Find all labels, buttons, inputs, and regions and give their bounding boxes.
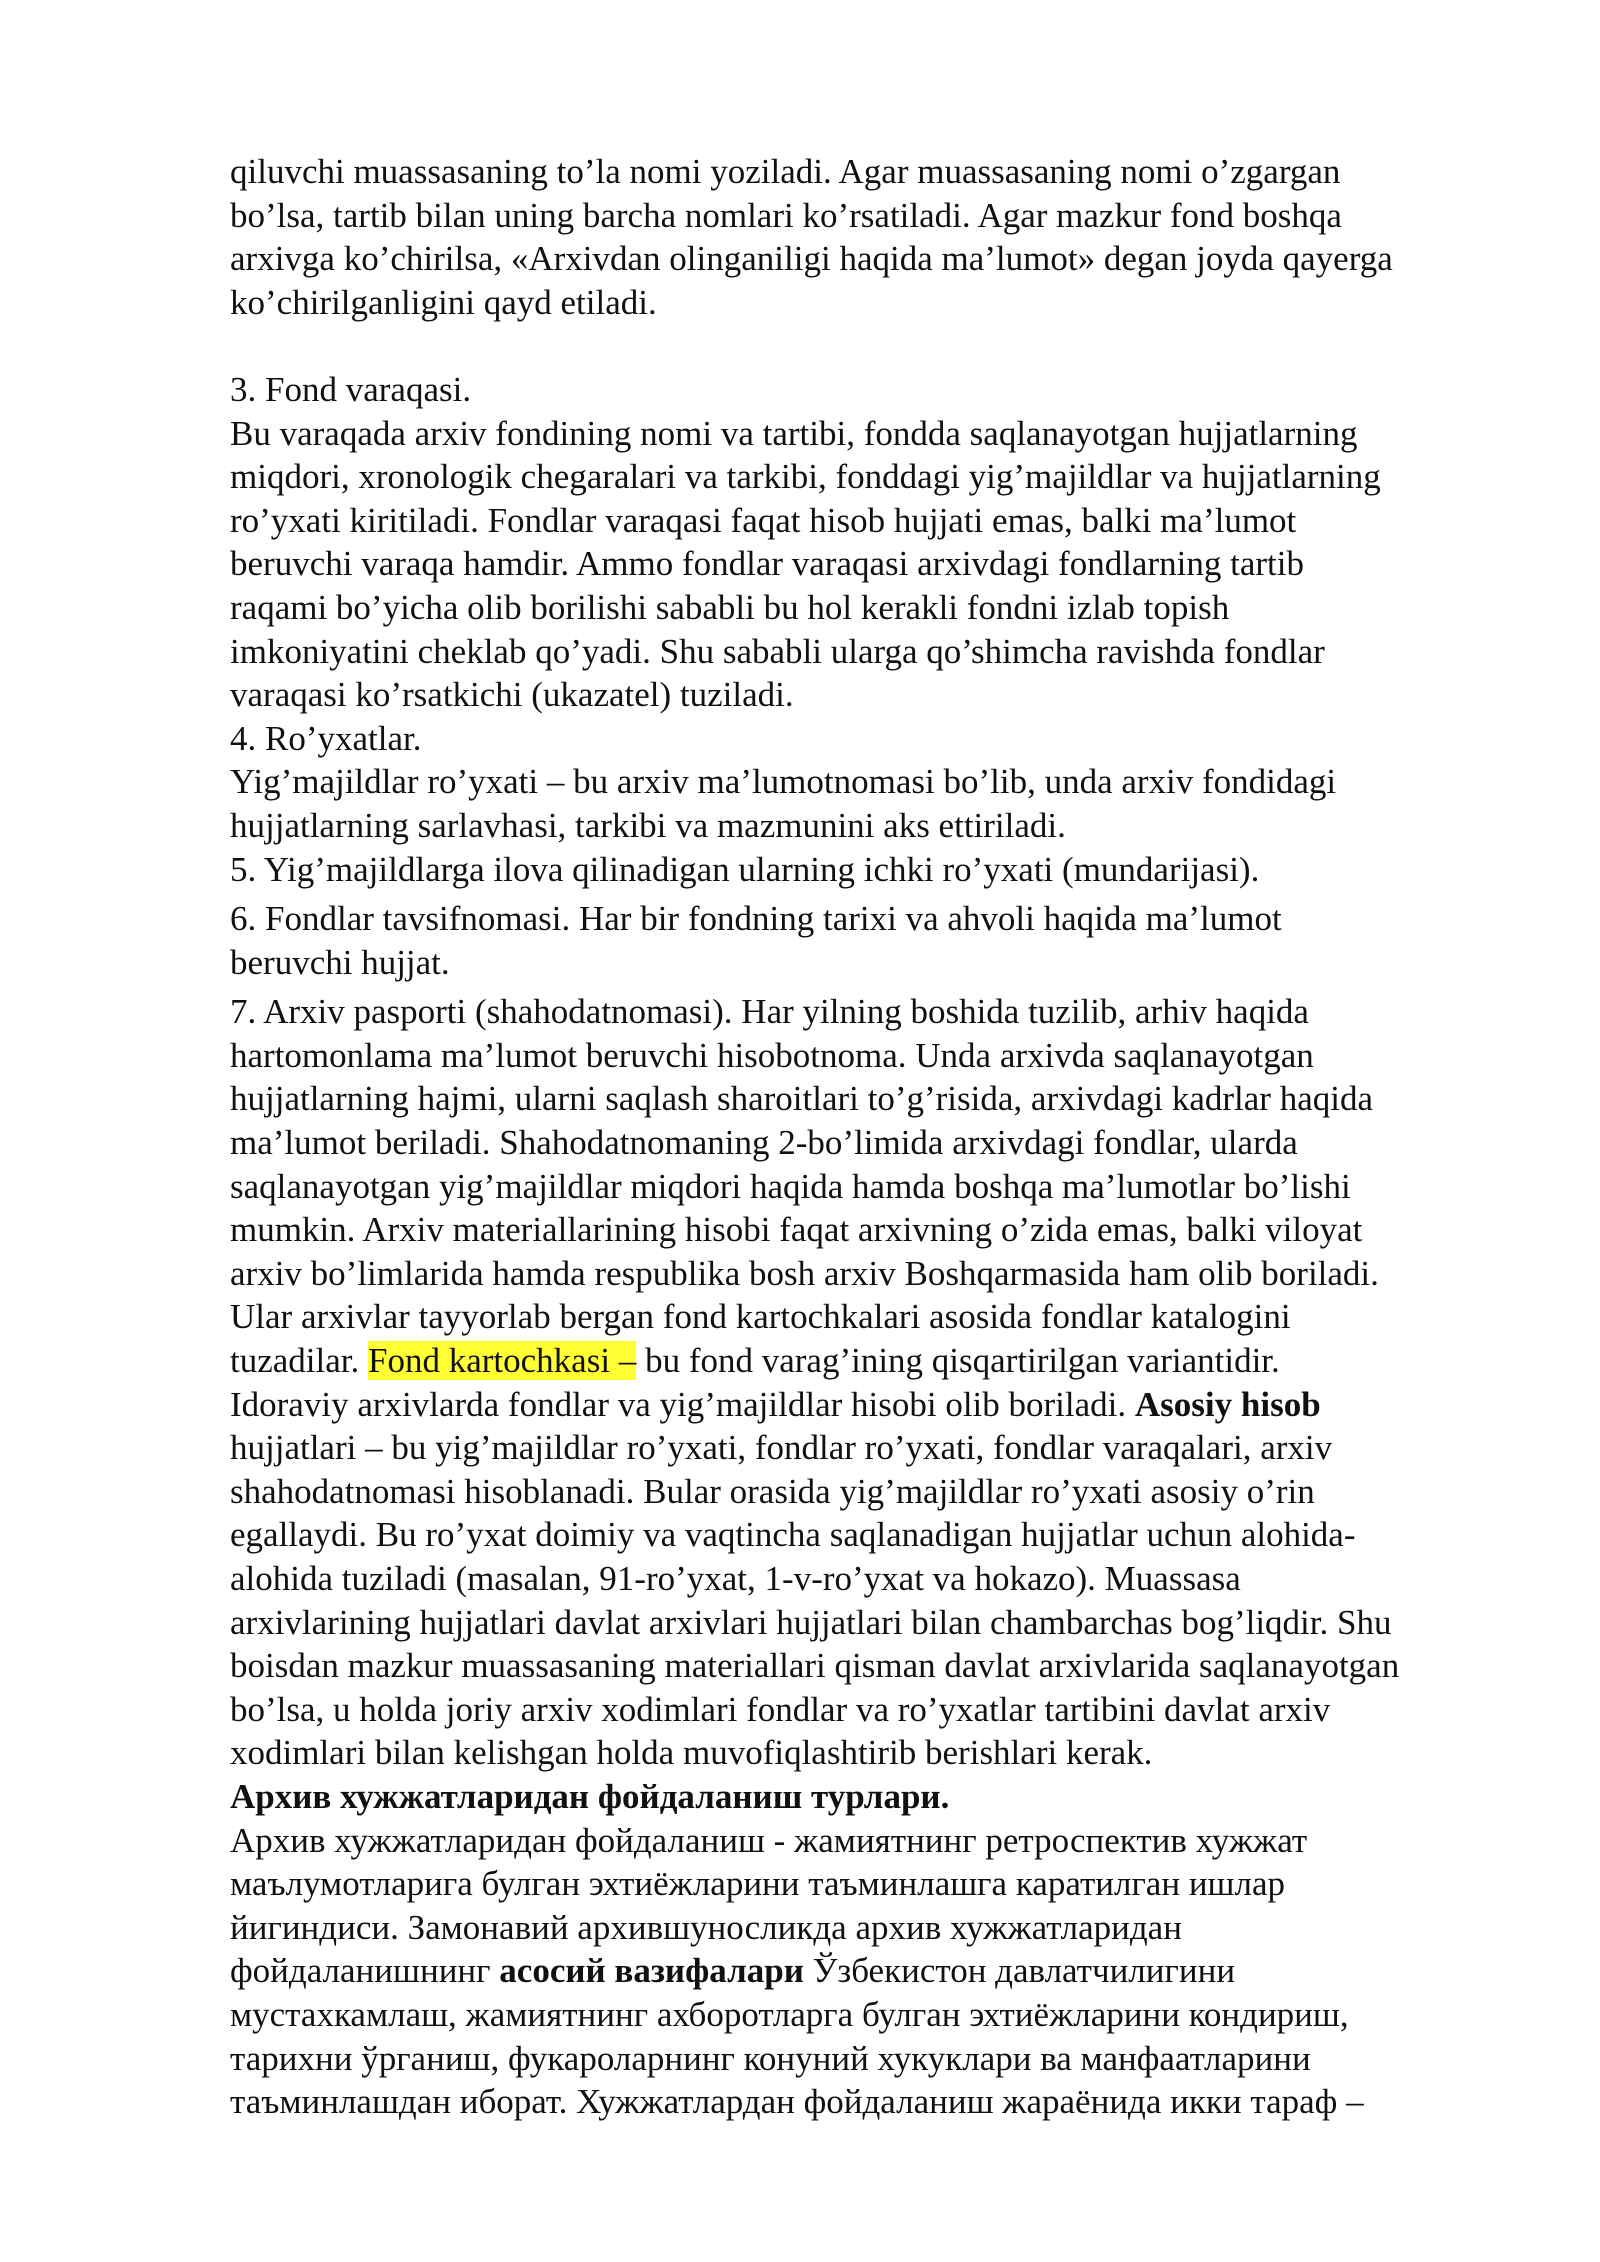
bold-term: асосий вазифалари <box>499 1951 804 1991</box>
highlighted-term: Fond kartochkasi – <box>368 1341 637 1381</box>
text-line: miqdori, xronologik chegaralari va tarkibi, fonddagi yig’majildlar va hujjatlarning <box>230 457 1381 497</box>
text-run: Idoraviy arxivlarda fondlar va yig’majildlar hisobi olib boriladi. <box>230 1384 1135 1424</box>
text-line: xodimlari bilan kelishgan holda muvofiqlashtirib berishlari kerak. <box>230 1733 1153 1773</box>
text-line: hujjatlari – bu yig’majildlar ro’yxati, fondlar ro’yxati, fondlar varaqalari, arxiv <box>230 1428 1333 1468</box>
text-line: ro’yxati kiritiladi. Fondlar varaqasi faqat hisob hujjati emas, balki ma’lumot <box>230 500 1297 540</box>
text-line: hartomonlama ma’lumot beruvchi hisobotnoma. Unda arxivda saqlanayotgan <box>230 1035 1314 1075</box>
text-line: shahodatnomasi hisoblanadi. Bular orasida yig’majildlar ro’yxati asosiy o’rin <box>230 1471 1315 1511</box>
section-title: 4. Ro’yxatlar. <box>230 718 422 758</box>
text-line: arxivlarining hujjatlari davlat arxivlari hujjatlari bilan chambarchas bog’liqdir. Shu <box>230 1602 1392 1642</box>
text-line: ko’chirilganligini qayd etiladi. <box>230 282 657 322</box>
text-line <box>230 1949 1500 1993</box>
text-line: bo’lsa, tartib bilan uning barcha nomlari ko’rsatiladi. Agar mazkur fond boshqa <box>230 195 1342 235</box>
section-heading: Архив хужжатларидан фойдаланиш турлари. <box>230 1776 950 1816</box>
text-line: мустахкамлаш, жамиятнинг ахборотларга булган эхтиёжларини кондириш, <box>230 1994 1349 2034</box>
text-line: arxiv bo’limlarida hamda respublika bosh arxiv Boshqarmasida ham olib boriladi. <box>230 1253 1379 1293</box>
text-line: mumkin. Arxiv materiallarining hisobi faqat arxivning o’zida emas, balki viloyat <box>230 1210 1363 1250</box>
text-run: Ўзбекистон давлатчилигини <box>803 1951 1236 1991</box>
document-page <box>230 150 1500 2124</box>
section-fondlar-tavsifnomasi <box>230 897 1500 984</box>
text-line: egallaydi. Bu ro’yxat doimiy va vaqtincha saqlanadigan hujjatlar uchun alohida- <box>230 1515 1356 1555</box>
text-line: alohida tuziladi (masalan, 91-ro’yxat, 1-v-ro’yxat va hokazo). Muassasa <box>230 1559 1241 1598</box>
text-line: imkoniyatini cheklab qo’yadi. Shu sababli ularga qo’shimcha ravishda fondlar <box>230 631 1325 671</box>
text-line: 6. Fondlar tavsifnomasi. Har bir fondning tarixi va ahvoli haqida ma’lumot <box>230 899 1282 939</box>
section-title: 5. Yig’majildlarga ilova qilinadigan ularning ichki ro’yxati (mundarijasi). <box>230 849 1260 889</box>
section-arxiv-pasporti <box>230 990 1500 1775</box>
text-line: raqami bo’yicha olib borilishi sababli bu hol kerakli fondni izlab topish <box>230 587 1230 627</box>
text-line: Yig’majildlar ro’yxati – bu arxiv ma’lumotnomasi bo’lib, unda arxiv fondidagi <box>230 762 1337 802</box>
text-line: saqlanayotgan yig’majildlar miqdori haqida hamda boshqa ma’lumotlar bo’lishi <box>230 1166 1351 1206</box>
paragraph-fond-name <box>230 150 1500 324</box>
text-line <box>230 1339 1500 1383</box>
text-line: qiluvchi muassasaning to’la nomi yoziladi. Agar muassasaning nomi o’zgargan <box>230 152 1341 191</box>
text-line: тарихни ўрганиш, фукароларнинг конуний хукуклари ва манфаатларини <box>230 2038 1311 2078</box>
text-line: arxivga ko’chirilsa, «Arxivdan olinganiligi haqida ma’lumot» degan joyda qayerga <box>230 239 1393 279</box>
section-title: 3. Fond varaqasi. <box>230 369 472 409</box>
text-line: Архив хужжатларидан фойдаланиш - жамиятнинг ретроспектив хужжат <box>230 1820 1308 1860</box>
text-line: маълумотларига булган эхтиёжларини таъминлашга каратилган ишлар <box>230 1864 1286 1904</box>
text-line: hujjatlarning hajmi, ularni saqlash sharoitlari to’g’risida, arxivdagi kadrlar haqida <box>230 1079 1373 1119</box>
text-line: Ular arxivlar tayyorlab bergan fond kartochkalari asosida fondlar katalogini <box>230 1297 1291 1337</box>
text-line: 7. Arxiv pasporti (shahodatnomasi). Har yilning boshida tuzilib, arhiv haqida <box>230 992 1309 1032</box>
text-run: bu fond varag’ining qisqartirilgan variantidir. <box>636 1341 1280 1381</box>
text-line: таъминлашдан иборат. Хужжатлардан фойдаланиш жараёнида икки тараф – <box>230 2082 1364 2122</box>
section-cyrillic <box>230 1775 1500 2124</box>
text-line: Bu varaqada arxiv fondining nomi va tartibi, fondda saqlanayotgan hujjatlarning <box>230 413 1358 453</box>
text-line: boisdan mazkur muassasaning materiallari qisman davlat arxivlarida saqlanayotgan <box>230 1646 1400 1686</box>
text-line: hujjatlarning sarlavhasi, tarkibi va mazmunini aks ettiriladi. <box>230 805 1066 845</box>
text-line: varaqasi ko’rsatkichi (ukazatel) tuziladi. <box>230 675 794 715</box>
text-line <box>230 1383 1500 1427</box>
text-line: bo’lsa, u holda joriy arxiv xodimlari fondlar va ro’yxatlar tartibini davlat arxiv <box>230 1689 1331 1729</box>
bold-term: Asosiy hisob <box>1134 1384 1321 1424</box>
text-run: tuzadilar. <box>230 1341 369 1381</box>
text-line: ma’lumot beriladi. Shahodatnomaning 2-bo’limida arxivdagi fondlar, ularda <box>230 1123 1298 1163</box>
section-ichki-royxat <box>230 848 1500 892</box>
text-line: beruvchi hujjat. <box>230 942 450 982</box>
blank-line <box>230 324 1500 368</box>
section-fond-varaqasi <box>230 368 1500 717</box>
text-run: фойдаланишнинг <box>230 1951 500 1991</box>
text-line: йигиндиси. Замонавий архившуносликда архив хужжатларидан <box>230 1907 1182 1947</box>
text-line: beruvchi varaqa hamdir. Ammo fondlar varaqasi arxivdagi fondlarning tartib <box>230 544 1304 584</box>
section-royxatlar <box>230 717 1500 848</box>
